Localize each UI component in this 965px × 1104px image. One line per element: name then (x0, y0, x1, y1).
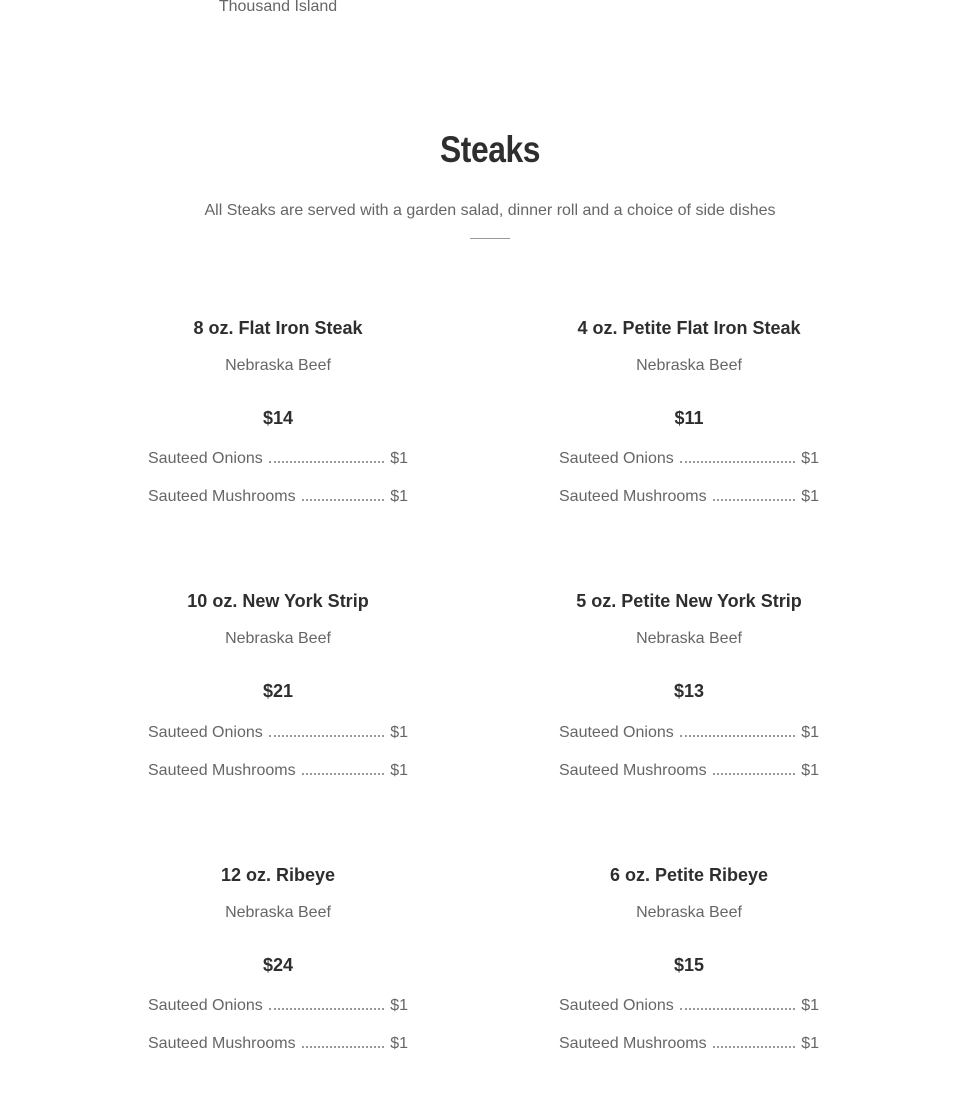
addon-row (559, 449, 819, 471)
item-origin: Nebraska Beef (636, 904, 742, 921)
addon-name: Sauteed Mushrooms (148, 762, 296, 779)
item-origin: Nebraska Beef (636, 357, 742, 374)
dot-leader (269, 449, 384, 463)
addon-price: $1 (390, 1035, 408, 1052)
previous-menu-item: Thousand Island (218, 0, 338, 15)
addon-row (148, 487, 408, 509)
addon-price: $1 (801, 997, 819, 1014)
addon-name: Sauteed Onions (559, 450, 674, 467)
addon-name: Sauteed Mushrooms (148, 488, 296, 505)
addon-row (559, 723, 819, 745)
section-description: All Steaks are served with a garden salad, dinner roll and a choice of side dishes (204, 202, 776, 219)
item-name: 8 oz. Flat Iron Steak (193, 318, 363, 338)
addon-row (148, 1034, 408, 1056)
addon-name: Sauteed Onions (559, 724, 674, 741)
dot-leader (713, 761, 796, 775)
dot-leader (680, 996, 795, 1010)
addon-row (148, 996, 408, 1018)
item-origin: Nebraska Beef (225, 357, 331, 374)
dot-leader (680, 723, 795, 737)
item-price: $15 (673, 955, 705, 975)
addon-row (559, 996, 819, 1018)
section-title: Steaks (439, 129, 541, 170)
addon-price: $1 (390, 724, 408, 741)
addon-price: $1 (801, 762, 819, 779)
addon-row (148, 761, 408, 783)
addon-name: Sauteed Onions (148, 450, 263, 467)
item-name: 5 oz. Petite New York Strip (576, 591, 802, 611)
addon-price: $1 (801, 488, 819, 505)
section-divider (470, 238, 510, 239)
addon-row (148, 449, 408, 471)
item-origin: Nebraska Beef (225, 630, 331, 647)
dot-leader (302, 487, 385, 501)
item-origin: Nebraska Beef (225, 904, 331, 921)
dot-leader (680, 449, 795, 463)
addon-name: Sauteed Onions (148, 997, 263, 1014)
dot-leader (302, 761, 385, 775)
dot-leader (713, 487, 796, 501)
addon-row (148, 723, 408, 745)
addon-price: $1 (390, 997, 408, 1014)
addon-row (559, 1034, 819, 1056)
item-price: $21 (262, 681, 294, 701)
item-price: $24 (262, 955, 294, 975)
addon-price: $1 (390, 450, 408, 467)
addon-name: Sauteed Onions (148, 724, 263, 741)
addon-price: $1 (801, 1035, 819, 1052)
item-name: 6 oz. Petite Ribeye (609, 865, 769, 885)
addon-name: Sauteed Onions (559, 997, 674, 1014)
dot-leader (269, 996, 384, 1010)
dot-leader (302, 1034, 385, 1048)
addon-name: Sauteed Mushrooms (148, 1035, 296, 1052)
addon-name: Sauteed Mushrooms (559, 488, 707, 505)
addon-price: $1 (801, 450, 819, 467)
item-price: $13 (673, 681, 705, 701)
item-origin: Nebraska Beef (636, 630, 742, 647)
addon-name: Sauteed Mushrooms (559, 1035, 707, 1052)
item-name: 4 oz. Petite Flat Iron Steak (577, 318, 801, 338)
item-name: 12 oz. Ribeye (220, 865, 336, 885)
item-price: $11 (674, 408, 704, 428)
addon-price: $1 (390, 762, 408, 779)
dot-leader (269, 723, 384, 737)
addon-price: $1 (390, 488, 408, 505)
dot-leader (713, 1034, 796, 1048)
addon-row (559, 761, 819, 783)
addon-row (559, 487, 819, 509)
item-price: $14 (262, 408, 294, 428)
addon-price: $1 (801, 724, 819, 741)
addon-name: Sauteed Mushrooms (559, 762, 707, 779)
item-name: 10 oz. New York Strip (187, 591, 369, 611)
